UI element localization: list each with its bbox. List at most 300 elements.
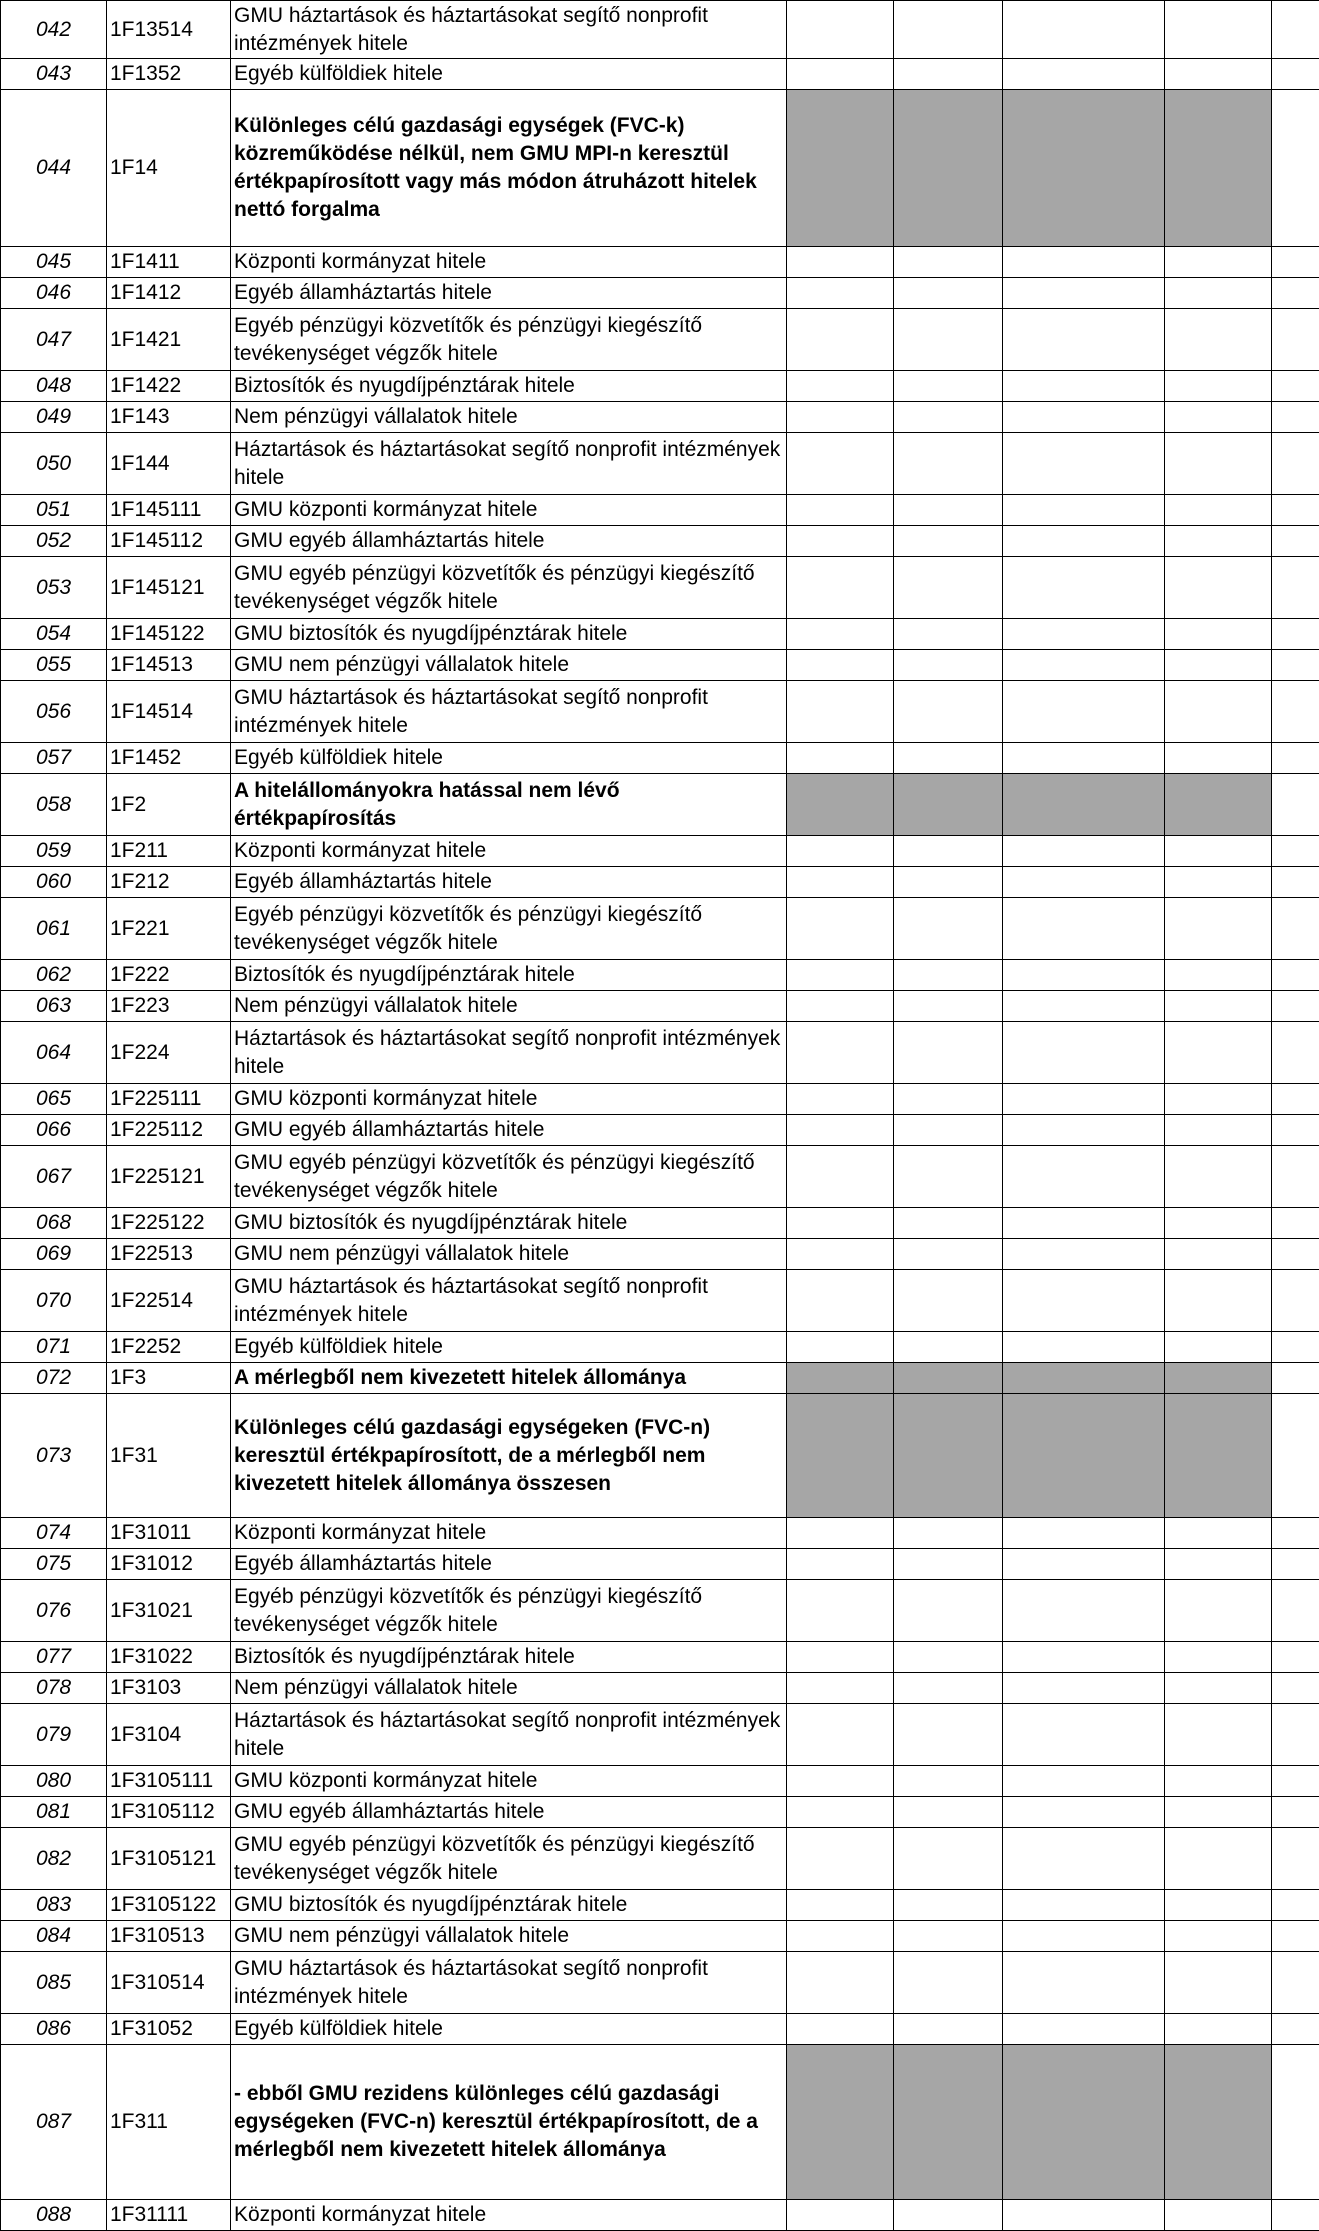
value-cell[interactable] [787,309,894,371]
value-cell[interactable] [787,1797,894,1828]
value-cell[interactable] [787,1766,894,1797]
row-number: 065 [1,1084,107,1115]
value-cell[interactable] [787,1704,894,1766]
value-cell[interactable] [1003,2014,1165,2045]
row-description: GMU nem pénzügyi vállalatok hitele [231,650,787,681]
value-cell[interactable] [787,1673,894,1704]
shaded-value-cell [1003,1394,1165,1518]
value-cell[interactable] [787,619,894,650]
row-code: 1F22514 [107,1270,231,1332]
value-cell[interactable] [787,1208,894,1239]
value-cell[interactable] [1003,650,1165,681]
value-cell[interactable] [787,836,894,867]
row-code: 1F222 [107,960,231,991]
value-cell[interactable] [1272,1890,1319,1921]
value-cell[interactable] [1165,247,1272,278]
row-description: GMU biztosítók és nyugdíjpénztárak hitele [231,1208,787,1239]
value-cell[interactable] [1165,1797,1272,1828]
value-cell[interactable] [1272,433,1319,495]
shaded-value-cell [787,90,894,247]
value-cell[interactable] [787,1921,894,1952]
value-cell[interactable] [894,1642,1003,1673]
row-description: GMU nem pénzügyi vállalatok hitele [231,1921,787,1952]
value-cell[interactable] [1272,1022,1319,1084]
row-description: GMU háztartások és háztartásokat segítő nonprofit intézmények hitele [231,1270,787,1332]
value-cell[interactable] [1165,433,1272,495]
row-code: 1F311 [107,2045,231,2200]
value-cell[interactable] [1272,1518,1319,1549]
value-cell[interactable] [1272,59,1319,90]
value-cell[interactable] [1003,557,1165,619]
value-cell[interactable] [787,1518,894,1549]
value-cell[interactable] [1003,371,1165,402]
row-number: 046 [1,278,107,309]
value-cell[interactable] [1165,991,1272,1022]
value-cell[interactable] [1003,1828,1165,1890]
row-description: Háztartások és háztartásokat segítő nonprofit intézmények hitele [231,433,787,495]
value-cell[interactable] [1003,681,1165,743]
value-cell[interactable] [894,1270,1003,1332]
value-cell[interactable] [1003,1704,1165,1766]
value-cell[interactable] [1003,619,1165,650]
value-cell[interactable] [787,1022,894,1084]
value-cell[interactable] [787,743,894,774]
value-cell[interactable] [1165,309,1272,371]
value-cell[interactable] [894,495,1003,526]
value-cell[interactable] [1272,1270,1319,1332]
value-cell[interactable] [1003,1270,1165,1332]
value-cell[interactable] [1272,681,1319,743]
value-cell[interactable] [894,1208,1003,1239]
value-cell[interactable] [787,1239,894,1270]
value-cell[interactable] [1165,836,1272,867]
value-cell[interactable] [894,898,1003,960]
row-description: Egyéb külföldiek hitele [231,2014,787,2045]
row-description: - ebből GMU rezidens különleges célú gazdasági egységeken (FVC-n) keresztül értékpapírosított, de a mérlegből nem kivezetett hitelek állománya [231,2045,787,2200]
row-code: 1F14514 [107,681,231,743]
value-cell[interactable] [1272,743,1319,774]
value-cell[interactable] [1165,650,1272,681]
row-number: 068 [1,1208,107,1239]
row-number: 077 [1,1642,107,1673]
value-cell[interactable] [1003,526,1165,557]
value-cell[interactable] [894,1,1003,59]
row-number: 048 [1,371,107,402]
row-code: 1F144 [107,433,231,495]
value-cell[interactable] [1272,867,1319,898]
value-cell[interactable] [1003,2200,1165,2231]
table-row [1,1642,1319,1673]
value-cell[interactable] [1165,1,1272,59]
row-description: GMU központi kormányzat hitele [231,1084,787,1115]
row-description: Biztosítók és nyugdíjpénztárak hitele [231,371,787,402]
value-cell[interactable] [1272,898,1319,960]
row-description: Különleges célú gazdasági egységeken (FVC-n) keresztül értékpapírosított, de a mérlegből nem kivezetett hitelek állománya összesen [231,1394,787,1518]
value-cell[interactable] [894,1766,1003,1797]
value-cell[interactable] [787,650,894,681]
value-cell[interactable] [1272,557,1319,619]
value-cell[interactable] [1165,1239,1272,1270]
value-cell[interactable] [787,59,894,90]
value-cell[interactable] [1003,1890,1165,1921]
table-row [1,743,1319,774]
value-cell[interactable] [894,371,1003,402]
value-cell[interactable] [787,1952,894,2014]
value-cell[interactable] [894,2014,1003,2045]
value-cell[interactable] [787,247,894,278]
row-number: 056 [1,681,107,743]
row-code: 1F14513 [107,650,231,681]
value-cell[interactable] [1165,1673,1272,1704]
value-cell[interactable] [894,1022,1003,1084]
value-cell[interactable] [894,960,1003,991]
row-code: 1F1352 [107,59,231,90]
value-cell[interactable] [787,1084,894,1115]
row-number: 082 [1,1828,107,1890]
row-number: 085 [1,1952,107,2014]
value-cell[interactable] [1272,1146,1319,1208]
row-number: 069 [1,1239,107,1270]
row-number: 053 [1,557,107,619]
value-cell[interactable] [1003,495,1165,526]
value-cell[interactable] [1272,402,1319,433]
shaded-value-cell [1003,90,1165,247]
value-cell[interactable] [787,867,894,898]
value-cell[interactable] [1003,1580,1165,1642]
value-cell[interactable] [1003,1146,1165,1208]
value-cell[interactable] [1003,1332,1165,1363]
value-cell[interactable] [1003,278,1165,309]
value-cell[interactable] [1272,2200,1319,2231]
value-cell[interactable] [1003,1,1165,59]
table-row [1,1952,1319,2014]
value-cell[interactable] [894,1580,1003,1642]
row-description: GMU háztartások és háztartásokat segítő nonprofit intézmények hitele [231,681,787,743]
row-code: 1F225122 [107,1208,231,1239]
row-number: 070 [1,1270,107,1332]
value-cell[interactable] [787,1115,894,1146]
table-row [1,495,1319,526]
value-cell[interactable] [1003,1797,1165,1828]
value-cell[interactable] [787,526,894,557]
row-description: A mérlegből nem kivezetett hitelek állománya [231,1363,787,1394]
table-row [1,526,1319,557]
table-row [1,650,1319,681]
value-cell[interactable] [1272,1239,1319,1270]
value-cell[interactable] [894,991,1003,1022]
value-cell[interactable] [1272,1797,1319,1828]
value-cell[interactable] [787,557,894,619]
value-cell[interactable] [1003,898,1165,960]
table-row [1,1549,1319,1580]
table-row [1,2200,1319,2231]
value-cell[interactable] [1272,960,1319,991]
value-cell[interactable] [1003,991,1165,1022]
table-row [1,1673,1319,1704]
value-cell[interactable] [1003,1084,1165,1115]
row-description: Háztartások és háztartásokat segítő nonprofit intézmények hitele [231,1704,787,1766]
row-number: 081 [1,1797,107,1828]
row-description: Egyéb külföldiek hitele [231,59,787,90]
value-cell[interactable] [1165,495,1272,526]
value-cell[interactable] [894,247,1003,278]
value-cell[interactable] [1165,557,1272,619]
value-cell[interactable] [1003,1208,1165,1239]
value-cell[interactable] [1272,991,1319,1022]
value-cell[interactable] [1165,1208,1272,1239]
value-cell[interactable] [1165,1146,1272,1208]
value-cell[interactable] [1272,1549,1319,1580]
value-cell[interactable] [894,1797,1003,1828]
value-cell[interactable] [1003,1022,1165,1084]
value-cell[interactable] [1003,59,1165,90]
value-cell[interactable] [1272,1704,1319,1766]
value-cell[interactable] [1165,1022,1272,1084]
value-cell[interactable] [1003,743,1165,774]
row-number: 086 [1,2014,107,2045]
value-cell[interactable] [1003,1766,1165,1797]
value-cell[interactable] [894,743,1003,774]
value-cell[interactable] [1003,1549,1165,1580]
row-number: 063 [1,991,107,1022]
value-cell[interactable] [1165,2200,1272,2231]
value-cell[interactable] [1165,402,1272,433]
value-cell[interactable] [1165,1332,1272,1363]
value-cell[interactable] [1272,1828,1319,1890]
table-row [1,898,1319,960]
value-cell[interactable] [1165,1270,1272,1332]
row-code: 1F31021 [107,1580,231,1642]
value-cell[interactable] [1003,1239,1165,1270]
value-cell[interactable] [1165,371,1272,402]
value-cell[interactable] [1165,867,1272,898]
value-cell[interactable] [1272,1673,1319,1704]
value-cell[interactable] [1272,309,1319,371]
value-cell[interactable] [787,1890,894,1921]
value-cell[interactable] [1165,1704,1272,1766]
value-cell[interactable] [787,2200,894,2231]
row-number: 058 [1,774,107,836]
value-cell[interactable] [894,1890,1003,1921]
row-number: 076 [1,1580,107,1642]
row-number: 075 [1,1549,107,1580]
row-number: 052 [1,526,107,557]
value-cell[interactable] [787,1270,894,1332]
value-cell[interactable] [894,1146,1003,1208]
value-cell[interactable] [1165,898,1272,960]
value-cell[interactable] [1165,960,1272,991]
row-number: 067 [1,1146,107,1208]
row-number: 054 [1,619,107,650]
value-cell[interactable] [1003,1673,1165,1704]
value-cell[interactable] [1165,1766,1272,1797]
value-cell[interactable] [787,1,894,59]
value-cell[interactable] [1165,59,1272,90]
value-cell[interactable] [894,2200,1003,2231]
value-cell[interactable] [1003,836,1165,867]
row-description: Egyéb pénzügyi közvetítők és pénzügyi kiegészítő tevékenységet végzők hitele [231,1580,787,1642]
value-cell[interactable] [1272,836,1319,867]
value-cell[interactable] [1272,1115,1319,1146]
value-cell[interactable] [894,1828,1003,1890]
value-cell[interactable] [894,1518,1003,1549]
value-cell[interactable] [787,898,894,960]
value-cell[interactable] [787,960,894,991]
value-cell[interactable] [1272,371,1319,402]
row-number: 073 [1,1394,107,1518]
row-code: 1F145121 [107,557,231,619]
value-cell[interactable] [894,650,1003,681]
table-row [1,619,1319,650]
row-description: Központi kormányzat hitele [231,836,787,867]
value-cell[interactable] [787,991,894,1022]
table-row [1,1704,1319,1766]
value-cell[interactable] [1003,1952,1165,2014]
value-cell[interactable] [1003,1115,1165,1146]
value-cell[interactable] [787,2014,894,2045]
row-code: 1F212 [107,867,231,898]
value-cell[interactable] [1003,1518,1165,1549]
value-cell[interactable] [787,681,894,743]
value-cell[interactable] [894,278,1003,309]
value-cell[interactable] [1165,1952,1272,2014]
value-cell[interactable] [1272,526,1319,557]
value-cell[interactable] [894,1549,1003,1580]
row-description: GMU egyéb pénzügyi közvetítők és pénzügyi kiegészítő tevékenységet végzők hitele [231,1828,787,1890]
value-cell[interactable] [1003,247,1165,278]
table-row [1,1394,1319,1518]
value-cell[interactable] [787,1146,894,1208]
row-description: Nem pénzügyi vállalatok hitele [231,991,787,1022]
table-row [1,1518,1319,1549]
value-cell[interactable] [1003,1642,1165,1673]
table-row [1,1270,1319,1332]
value-cell[interactable] [1003,960,1165,991]
value-cell[interactable] [1003,1921,1165,1952]
value-cell[interactable] [1165,1580,1272,1642]
value-cell[interactable] [1165,743,1272,774]
value-cell[interactable] [894,619,1003,650]
value-cell[interactable] [1165,2014,1272,2045]
value-cell[interactable] [894,557,1003,619]
value-cell[interactable] [1165,1921,1272,1952]
row-description: Egyéb pénzügyi közvetítők és pénzügyi kiegészítő tevékenységet végzők hitele [231,898,787,960]
value-cell[interactable] [894,836,1003,867]
value-cell[interactable] [894,1704,1003,1766]
table-row [1,1,1319,59]
value-cell[interactable] [787,1580,894,1642]
row-code: 1F221 [107,898,231,960]
row-number: 074 [1,1518,107,1549]
value-cell[interactable] [1165,1084,1272,1115]
value-cell[interactable] [1272,1332,1319,1363]
value-cell[interactable] [1272,1642,1319,1673]
value-cell[interactable] [1165,619,1272,650]
value-cell[interactable] [1272,247,1319,278]
value-cell[interactable] [894,1952,1003,2014]
table-row [1,774,1319,836]
value-cell[interactable] [1165,1642,1272,1673]
value-cell[interactable] [1003,402,1165,433]
value-cell[interactable] [894,1115,1003,1146]
table-row [1,681,1319,743]
value-cell[interactable] [787,402,894,433]
row-number: 043 [1,59,107,90]
value-cell[interactable] [1272,619,1319,650]
value-cell[interactable] [1165,681,1272,743]
value-cell[interactable] [1272,1208,1319,1239]
value-cell[interactable] [1272,1921,1319,1952]
value-cell[interactable] [787,1642,894,1673]
row-code: 1F31012 [107,1549,231,1580]
row-number: 087 [1,2045,107,2200]
row-number: 061 [1,898,107,960]
row-number: 084 [1,1921,107,1952]
value-cell[interactable] [1272,278,1319,309]
value-cell[interactable] [894,1921,1003,1952]
value-cell[interactable] [1165,278,1272,309]
value-cell[interactable] [1272,1084,1319,1115]
value-cell[interactable] [787,433,894,495]
value-cell[interactable] [1272,1766,1319,1797]
table-row [1,867,1319,898]
value-cell[interactable] [1165,1518,1272,1549]
value-cell[interactable] [787,278,894,309]
value-cell[interactable] [894,681,1003,743]
value-cell[interactable] [787,1549,894,1580]
value-cell[interactable] [787,495,894,526]
value-cell[interactable] [894,309,1003,371]
value-cell[interactable] [1165,526,1272,557]
value-cell[interactable] [894,1239,1003,1270]
value-cell[interactable] [894,1084,1003,1115]
value-cell[interactable] [1165,1115,1272,1146]
value-cell[interactable] [1003,867,1165,898]
shaded-value-cell [1165,90,1272,247]
value-cell[interactable] [1272,1952,1319,2014]
value-cell[interactable] [1272,2014,1319,2045]
value-cell[interactable] [1003,433,1165,495]
value-cell[interactable] [894,402,1003,433]
value-cell[interactable] [894,59,1003,90]
value-cell[interactable] [1003,309,1165,371]
value-cell[interactable] [894,1673,1003,1704]
shaded-value-cell [894,1394,1003,1518]
value-cell[interactable] [1272,1580,1319,1642]
value-cell[interactable] [894,526,1003,557]
value-cell[interactable] [787,1332,894,1363]
table-row [1,2014,1319,2045]
value-cell[interactable] [787,1828,894,1890]
value-cell[interactable] [1272,1,1319,59]
value-cell[interactable] [1272,650,1319,681]
value-cell[interactable] [894,1332,1003,1363]
row-description: Nem pénzügyi vállalatok hitele [231,1673,787,1704]
table-row [1,1580,1319,1642]
row-number: 047 [1,309,107,371]
value-cell[interactable] [894,867,1003,898]
row-description: Egyéb államháztartás hitele [231,278,787,309]
value-cell [1272,2045,1319,2200]
table-row [1,960,1319,991]
value-cell[interactable] [1165,1828,1272,1890]
value-cell[interactable] [894,433,1003,495]
value-cell[interactable] [1165,1549,1272,1580]
value-cell[interactable] [787,371,894,402]
row-code: 1F31052 [107,2014,231,2045]
value-cell[interactable] [1165,1890,1272,1921]
value-cell[interactable] [1272,495,1319,526]
